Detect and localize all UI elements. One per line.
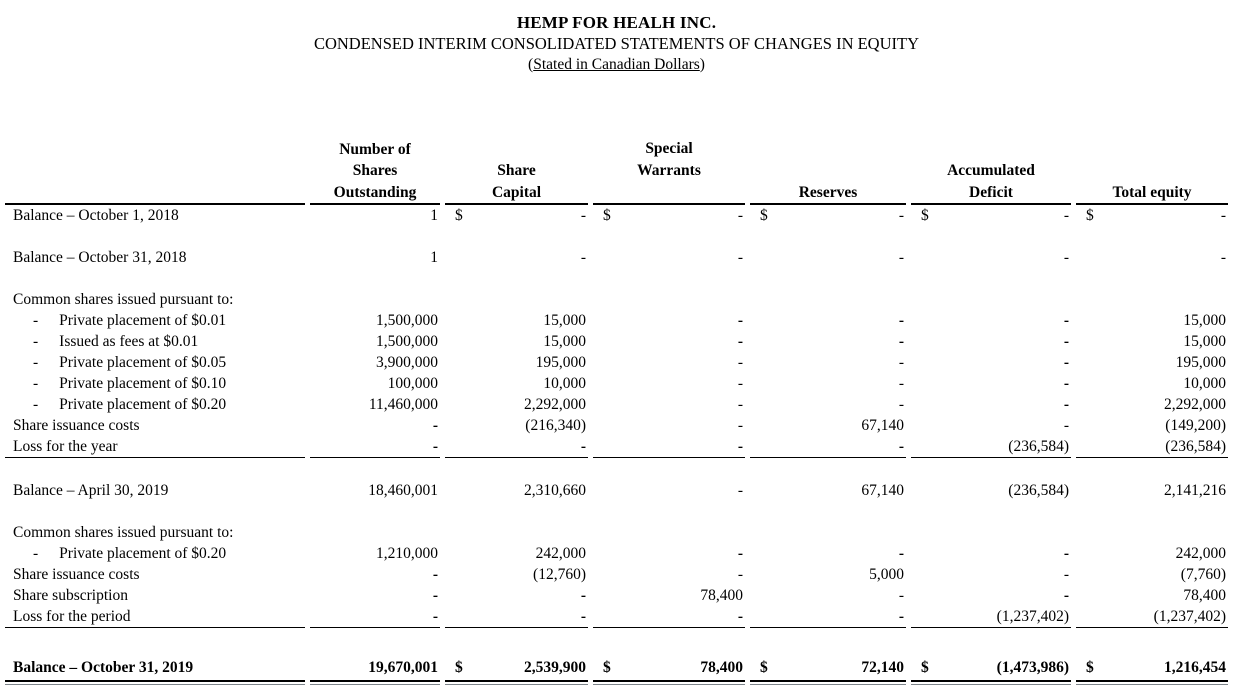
cell-value: - [580,207,586,224]
table-row [5,289,1228,310]
header-special-warrants [593,117,745,205]
cell-value: 100,000 [387,375,438,392]
cell-total-equity [1076,543,1228,564]
cell-shares-outstanding [310,373,440,394]
dollar-sign: $ [455,207,463,224]
cell-value: (216,340) [525,417,586,434]
document-header [0,0,1233,75]
cell-accumulated-deficit [911,522,1071,543]
cell-value: 78,400 [700,587,743,604]
cell-reserves [750,522,906,543]
cell-value: - [1063,545,1069,562]
cell-shares-outstanding [310,480,440,501]
cell-value: (12,760) [533,566,586,583]
subtitle-paren-open: ( [528,56,534,73]
row-label-text: Private placement of $0.10 [59,375,227,392]
cell-value: - [432,417,438,434]
cell-value: 67,140 [861,417,904,434]
row-label: Balance – October 31, 2019 [5,653,305,682]
cell-total-equity [1076,415,1228,436]
cell-special-warrants [593,522,745,543]
cell-value: - [1063,375,1069,392]
cell-value: (7,760) [1180,566,1226,583]
cell-shares-outstanding [310,522,440,543]
cell-value: - [737,312,743,329]
cell-value: - [1063,417,1069,434]
cell-value: - [737,333,743,350]
cell-value: 2,539,900 [524,659,586,676]
table-row [5,310,1228,331]
cell-shares-outstanding [310,205,440,226]
cell-special-warrants [593,415,745,436]
cell-value: - [898,545,904,562]
cell-value: - [737,438,743,455]
cell-reserves [750,585,906,606]
cell-accumulated-deficit [911,289,1071,310]
spacer-cell [5,501,1228,522]
cell-value: - [1063,312,1069,329]
cell-value: 1 [430,207,438,224]
header-line: Accumulated [947,162,1035,179]
cell-reserves [750,331,906,352]
cell-shares-outstanding [310,352,440,373]
row-label [5,352,305,373]
header-line: Capital [491,183,542,201]
cell-accumulated-deficit [911,247,1071,268]
cell-value: 15,000 [1183,312,1226,329]
cell-accumulated-deficit [911,415,1071,436]
cell-accumulated-deficit [911,352,1071,373]
cell-reserves [750,564,906,585]
cell-value: 11,460,000 [368,396,438,413]
cell-share-capital [445,352,588,373]
header-line: Reserves [798,183,858,201]
cell-total-equity [1076,394,1228,415]
cell-reserves [750,310,906,331]
header-line: Deficit [969,183,1013,201]
cell-value: 2,292,000 [524,396,586,413]
cell-share-capital [445,289,588,310]
cell-value: 19,670,001 [368,659,438,676]
table-row [5,543,1228,564]
cell-special-warrants [593,373,745,394]
table-row [5,564,1228,585]
cell-value: - [898,333,904,350]
spacer-row [5,268,1228,289]
cell-total-equity [1076,331,1228,352]
row-label [5,373,305,394]
cell-special-warrants [593,352,745,373]
cell-reserves [750,247,906,268]
row-label: Share issuance costs [13,566,140,583]
cell-share-capital [445,564,588,585]
cell-value: 18,460,001 [368,482,438,499]
table-row [5,352,1228,373]
cell-value: 2,292,000 [1164,396,1226,413]
cell-value: - [898,207,904,224]
cell-total-equity [1076,606,1228,628]
header-row [5,117,1228,205]
cell-share-capital [445,415,588,436]
row-label [5,310,305,331]
cell-value: - [1220,207,1226,224]
bullet-dash-icon: - [33,312,39,329]
cell-value: - [898,312,904,329]
dollar-sign: $ [1086,659,1094,676]
table-row [5,331,1228,352]
cell-value: - [737,545,743,562]
cell-value: - [1063,566,1069,583]
row-label: Loss for the period [5,606,305,628]
cell-shares-outstanding [310,415,440,436]
cell-value: (236,584) [1008,482,1069,499]
dollar-sign: $ [921,207,929,224]
spacer-row [5,226,1228,247]
table-row [5,480,1228,501]
cell-total-equity [1076,585,1228,606]
header-share-capital [445,117,588,205]
cell-value: 1,500,000 [376,333,438,350]
row-label-text: Private placement of $0.20 [59,545,227,562]
bullet-dash-icon: - [33,396,39,413]
cell-value: 15,000 [543,312,586,329]
header-shares-outstanding [310,117,440,205]
cell-value: - [580,608,586,625]
cell-accumulated-deficit [911,436,1071,458]
dollar-sign: $ [760,207,768,224]
cell-shares-outstanding [310,310,440,331]
cell-value: - [580,249,586,266]
cell-value: - [898,438,904,455]
cell-special-warrants [593,585,745,606]
cell-accumulated-deficit [911,585,1071,606]
cell-special-warrants [593,653,745,682]
row-label: Balance – October 31, 2018 [13,249,187,266]
cell-value: - [1220,249,1226,266]
dollar-sign: $ [455,659,463,676]
cell-value: - [898,354,904,371]
equity-table-body [5,205,1228,685]
cell-shares-outstanding [310,436,440,458]
cell-total-equity [1076,352,1228,373]
cell-value: (1,237,402) [996,608,1069,625]
cell-value: 67,140 [861,482,904,499]
row-label-text: Private placement of $0.20 [59,396,227,413]
cell-value: (236,584) [1165,438,1226,455]
cell-value: 242,000 [1175,545,1226,562]
row-label: Common shares issued pursuant to: [13,291,234,308]
cell-special-warrants [593,606,745,628]
cell-special-warrants [593,564,745,585]
bullet-dash-icon: - [33,545,39,562]
cell-value: 1 [430,249,438,266]
cell-total-equity [1076,289,1228,310]
cell-value: - [1063,333,1069,350]
cell-share-capital [445,205,588,226]
cell-value: - [898,396,904,413]
cell-share-capital [445,331,588,352]
cell-accumulated-deficit [911,564,1071,585]
cell-value: 1,500,000 [376,312,438,329]
spacer-cell [5,268,1228,289]
cell-value: - [1063,354,1069,371]
cell-reserves [750,653,906,682]
cell-value: 15,000 [543,333,586,350]
cell-value: - [580,438,586,455]
cell-shares-outstanding [310,543,440,564]
cell-value: - [1063,207,1069,224]
cell-share-capital [445,606,588,628]
cell-share-capital [445,543,588,564]
bullet-dash-icon: - [33,333,39,350]
cell-value: - [898,375,904,392]
cell-value: 10,000 [543,375,586,392]
row-label: Share subscription [13,587,128,604]
equity-table [0,117,1233,685]
row-label: Balance – October 1, 2018 [13,207,179,224]
cell-value: - [898,587,904,604]
cell-reserves [750,394,906,415]
spacer-cell [5,458,1228,480]
cell-value: - [432,587,438,604]
header-line: Warrants [637,161,701,179]
cell-accumulated-deficit [911,480,1071,501]
dollar-sign: $ [603,659,611,676]
cell-value: (1,473,986) [996,659,1069,676]
spacer-row [5,501,1228,522]
cell-accumulated-deficit [911,653,1071,682]
cell-shares-outstanding [310,394,440,415]
statement-subtitle [0,54,1233,75]
cell-value: - [1063,249,1069,266]
table-row [5,373,1228,394]
cell-total-equity [1076,205,1228,226]
dollar-sign: $ [603,207,611,224]
cell-accumulated-deficit [911,543,1071,564]
cell-shares-outstanding [310,247,440,268]
header-empty [5,117,305,205]
cell-value: - [737,417,743,434]
header-accumulated-deficit [911,117,1071,205]
row-label: Balance – April 30, 2019 [13,482,169,499]
cell-reserves [750,606,906,628]
cell-value: 2,310,660 [524,482,586,499]
row-label-text: Issued as fees at $0.01 [59,333,199,350]
cell-value: 10,000 [1183,375,1226,392]
cell-share-capital [445,480,588,501]
cell-reserves [750,205,906,226]
cell-value: (236,584) [1008,438,1069,455]
cell-special-warrants [593,543,745,564]
cell-reserves [750,543,906,564]
cell-accumulated-deficit [911,205,1071,226]
cell-value: 78,400 [1183,587,1226,604]
header-total-equity [1076,117,1228,205]
cell-value: 5,000 [869,566,904,583]
cell-value: - [432,608,438,625]
table-row [5,436,1228,458]
cell-value: - [737,354,743,371]
cell-value: 15,000 [1183,333,1226,350]
cell-total-equity [1076,436,1228,458]
cell-shares-outstanding [310,289,440,310]
cell-value: (1,237,402) [1153,608,1226,625]
row-label: Share issuance costs [13,417,140,434]
cell-accumulated-deficit [911,373,1071,394]
row-label: Common shares issued pursuant to: [13,524,234,541]
cell-shares-outstanding [310,653,440,682]
spacer-row [5,628,1228,653]
cell-share-capital [445,585,588,606]
cell-value: 3,900,000 [376,354,438,371]
cell-value: - [737,396,743,413]
cell-share-capital [445,394,588,415]
cell-accumulated-deficit [911,310,1071,331]
cell-value: - [898,608,904,625]
cell-reserves [750,480,906,501]
cell-accumulated-deficit [911,331,1071,352]
dollar-sign: $ [1086,207,1094,224]
cell-value: 1,210,000 [376,545,438,562]
header-line: Outstanding [333,183,417,201]
cell-total-equity [1076,564,1228,585]
cell-value: - [737,207,743,224]
cell-special-warrants [593,310,745,331]
dollar-sign: $ [921,659,929,676]
table-row [5,653,1228,682]
cell-shares-outstanding [310,606,440,628]
header-line: Special [645,140,693,157]
cell-value: 195,000 [535,354,586,371]
cell-value: - [737,375,743,392]
cell-value: 2,141,216 [1164,482,1226,499]
cell-value: 72,140 [861,659,904,676]
header-line: Total equity [1112,183,1192,201]
cell-special-warrants [593,394,745,415]
cell-shares-outstanding [310,564,440,585]
cell-value: - [580,587,586,604]
cell-value: 78,400 [700,659,743,676]
cell-special-warrants [593,289,745,310]
table-row [5,247,1228,268]
cell-value: - [432,438,438,455]
cell-shares-outstanding [310,585,440,606]
statement-title: CONDENSED INTERIM CONSOLIDATED STATEMENTS OF CHANGES IN EQUITY [313,34,920,53]
cell-special-warrants [593,205,745,226]
cell-value: 242,000 [535,545,586,562]
cell-value: - [737,566,743,583]
table-row [5,205,1228,226]
table-row [5,394,1228,415]
cell-special-warrants [593,436,745,458]
header-line: Number of [339,140,411,158]
cell-share-capital [445,436,588,458]
cell-value: 1,216,454 [1164,659,1226,676]
cell-value: 195,000 [1175,354,1226,371]
cell-value: - [1063,396,1069,413]
table-row [5,415,1228,436]
row-label [5,331,305,352]
cell-value: - [898,249,904,266]
bullet-dash-icon: - [33,375,39,392]
table-row [5,606,1228,628]
cell-reserves [750,415,906,436]
dollar-sign: $ [760,659,768,676]
cell-value: - [1063,587,1069,604]
cell-special-warrants [593,331,745,352]
cell-shares-outstanding [310,331,440,352]
spacer-cell [5,226,1228,247]
table-row [5,522,1228,543]
cell-total-equity [1076,480,1228,501]
header-reserves [750,117,906,205]
row-label-text: Private placement of $0.05 [59,354,227,371]
cell-total-equity [1076,653,1228,682]
subtitle-paren-close: ) [699,56,705,73]
cell-reserves [750,436,906,458]
cell-total-equity [1076,373,1228,394]
cell-special-warrants [593,480,745,501]
cell-total-equity [1076,310,1228,331]
cell-value: - [432,566,438,583]
cell-share-capital [445,310,588,331]
cell-share-capital [445,373,588,394]
cell-value: - [737,482,743,499]
cell-share-capital [445,522,588,543]
company-name: HEMP FOR HEALH INC. [516,13,717,32]
cell-share-capital [445,653,588,682]
cell-value: - [737,249,743,266]
row-label [5,394,305,415]
cell-accumulated-deficit [911,606,1071,628]
cell-reserves [750,289,906,310]
table-row [5,585,1228,606]
header-line: Shares [352,162,398,179]
cell-special-warrants [593,247,745,268]
header-line: Share [497,162,536,179]
subtitle-text: Stated in Canadian Dollars [533,56,700,73]
cell-accumulated-deficit [911,394,1071,415]
row-label-text: Private placement of $0.01 [59,312,227,329]
spacer-cell [5,628,1228,653]
cell-value: (149,200) [1165,417,1226,434]
cell-reserves [750,373,906,394]
cell-total-equity [1076,247,1228,268]
spacer-row [5,458,1228,480]
cell-value: - [737,608,743,625]
bullet-dash-icon: - [33,354,39,371]
cell-reserves [750,352,906,373]
row-label: Loss for the year [5,436,305,458]
cell-total-equity [1076,522,1228,543]
row-label [5,543,305,564]
cell-share-capital [445,247,588,268]
